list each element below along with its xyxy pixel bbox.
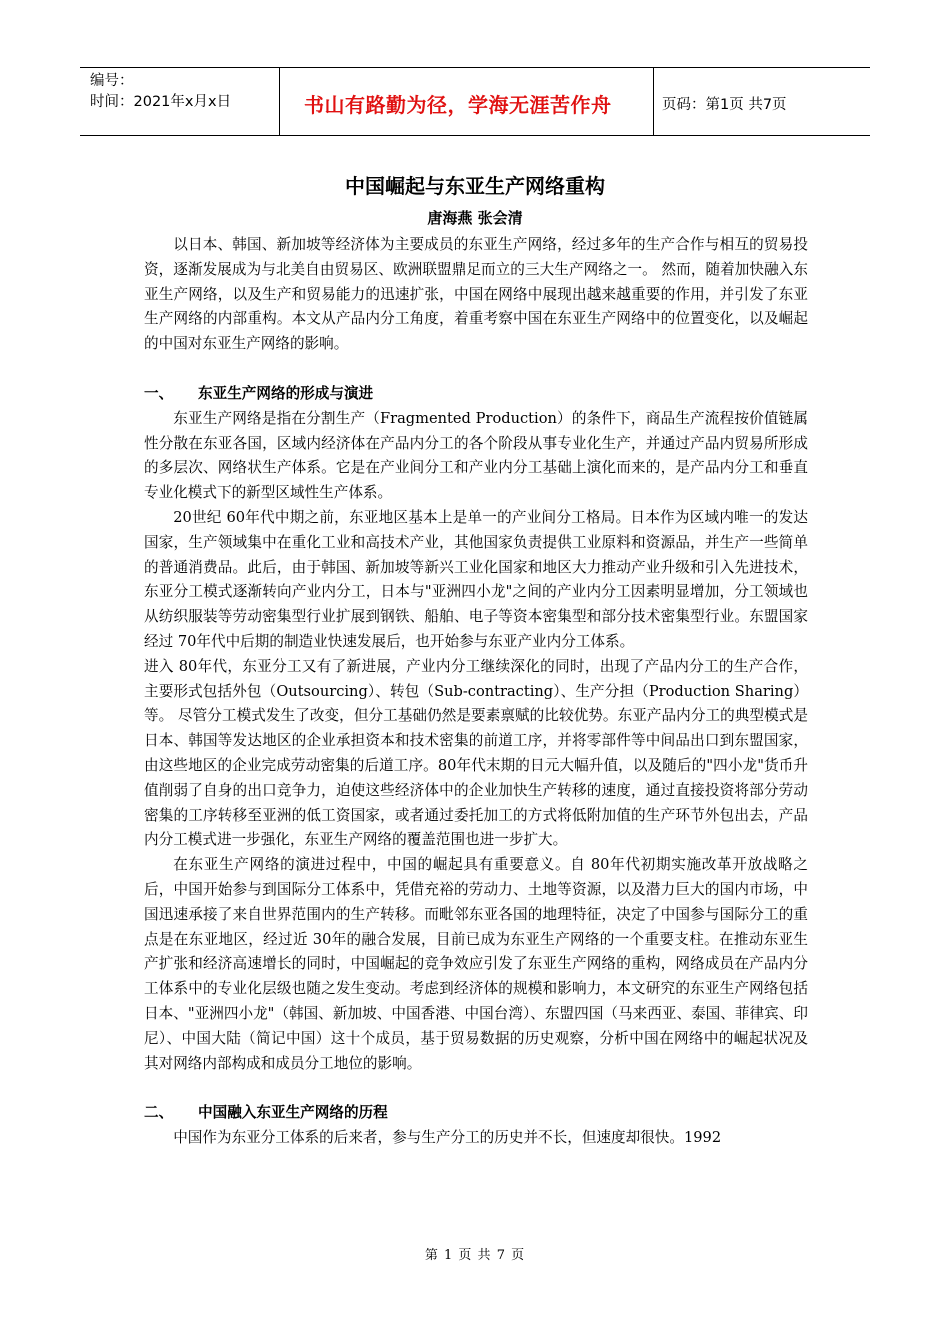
section-2-number: 二、 <box>144 1104 174 1122</box>
header-motto-cell <box>280 68 654 135</box>
header-date-label: 时间：2021年x月x日 <box>90 94 232 110</box>
section-1-paragraph-4: 在东亚生产网络的演进过程中，中国的崛起具有重要意义。自 80年代初期实施改革开放战略之后，中国开始参与到国际分工体系中，凭借充裕的劳动力、土地等资源，以及潜力巨大的国内市场，中国迅速承接了来自世界范围内的生产转移。而毗邻东亚各国的地理特征，决定了中国参与国际分工的重点是在东亚地区，经过近 30年的融合发展，目前已成为东亚生产网络的一个重要支柱。在推动东亚生产扩张和经济高速增长的同时，中国崛起的竞争效应引发了东亚生产网络的重构，网络成员在产品内分工体系中的专业化层级也随之发生变动。考虑到经济体的规模和影响力，本文研究的东亚生产网络包括日本、"亚洲四小龙"（韩国、新加坡、中国香港、中国台湾）、东盟四国（马来西亚、泰国、菲律宾、印尼）、中国大陆（简记中国）这十个成员，基于贸易数据的历史观察，分析中国在网络中的崛起状况及其对网络内部构成和成员分工地位的影响。 <box>144 856 808 1072</box>
header-meta-cell <box>80 68 280 135</box>
header-page-info: 页码：第1页 共7页 <box>662 96 787 113</box>
section-1-paragraph-3: 进入 80年代，东亚分工又有了新进展，产业内分工继续深化的同时，出现了产品内分工的生产合作，主要形式包括外包（Outsourcing）、转包（Sub-contracting）、生产分担（Production Sharing）等。 尽管分工模式发生了改变，但分工基础仍然是要素禀赋的比较优势。东亚产品内分工的典型模式是日本、韩国等发达地区的企业承担资本和技术密集的前道工序，并将零部件等中间品出口到东盟国家，由这些地区的企业完成劳动密集的后道工序。80年代末期的日元大幅升值，以及随后的"四小龙"货币升值削弱了自身的出口竞争力，迫使这些经济体中的企业加快生产转移的速度，通过直接投资将部分劳动密集的工序转移至亚洲的低工资国家，或者通过委托加工的方式将低附加值的生产环节外包出去，产品内分工模式进一步强化，东亚生产网络的覆盖范围也进一步扩大。 <box>144 657 808 849</box>
section-spacer <box>144 1076 808 1101</box>
section-spacer <box>144 357 808 382</box>
header-motto: 书山有路勤为径，学海无涯苦作舟 <box>304 92 612 117</box>
section-2-title: 中国融入东亚生产网络的历程 <box>198 1104 388 1122</box>
abstract-paragraph: 以日本、韩国、新加坡等经济体为主要成员的东亚生产网络，经过多年的生产合作与相互的贸易投资，逐渐发展成为与北美自由贸易区、欧洲联盟鼎足而立的三大生产网络之一。 然而，随着加快融入东亚生产网络，以及生产和贸易能力的迅速扩张，中国在网络中展现出越来越重要的作用，并引发了东亚生产网络的内部重构。本文从产品内分工角度，着重考察中国在东亚生产网络中的位置变化，以及崛起的中国对东亚生产网络的影响。 <box>144 236 808 353</box>
page-footer: 第 1 页 共 7 页 <box>424 1248 526 1263</box>
header-page-cell <box>654 68 870 135</box>
section-1-number: 一、 <box>144 384 174 402</box>
article-authors: 唐海燕 张会清 <box>427 209 523 227</box>
section-2-heading <box>144 1101 808 1126</box>
section-1-title: 东亚生产网络的形成与演进 <box>198 384 374 402</box>
section-1-paragraph-2: 20世纪 60年代中期之前，东亚地区基本上是单一的产业间分工格局。日本作为区域内唯一的发达国家，生产领域集中在重化工业和高技术产业，其他国家负责提供工业原料和资源品，并生产一些简单的普通消费品。此后，由于韩国、新加坡等新兴工业化国家和地区大力推动产业升级和引入先进技术，东亚分工模式逐渐转向产业内分工，日本与"亚洲四小龙"之间的产业内分工因素明显增加，分工领域也从纺织服装等劳动密集型行业扩展到钢铁、船舶、电子等资本密集型和部分技术密集型行业。东盟国家经过 70年代中后期的制造业快速发展后，也开始参与东亚产业内分工体系。 <box>144 508 808 650</box>
article-title: 中国崛起与东亚生产网络重构 <box>345 174 605 198</box>
section-2-paragraph-1: 中国作为东亚分工体系的后来者，参与生产分工的历史并不长，但速度却很快。1992 <box>173 1129 722 1147</box>
page-header <box>80 67 870 136</box>
header-number-label: 编号： <box>90 73 134 89</box>
section-1-paragraph-1: 东亚生产网络是指在分割生产（Fragmented Production）的条件下，商品生产流程按价值链属性分散在东亚各国，区域内经济体在产品内分工的各个阶段从事专业化生产，并通过产品内贸易所形成的多层次、网络状生产体系。它是在产业间分工和产业内分工基础上演化而来的，是产品内分工和垂直专业化模式下的新型区域性生产体系。 <box>144 409 808 502</box>
section-1-heading <box>144 382 808 407</box>
article-body <box>144 233 808 1151</box>
